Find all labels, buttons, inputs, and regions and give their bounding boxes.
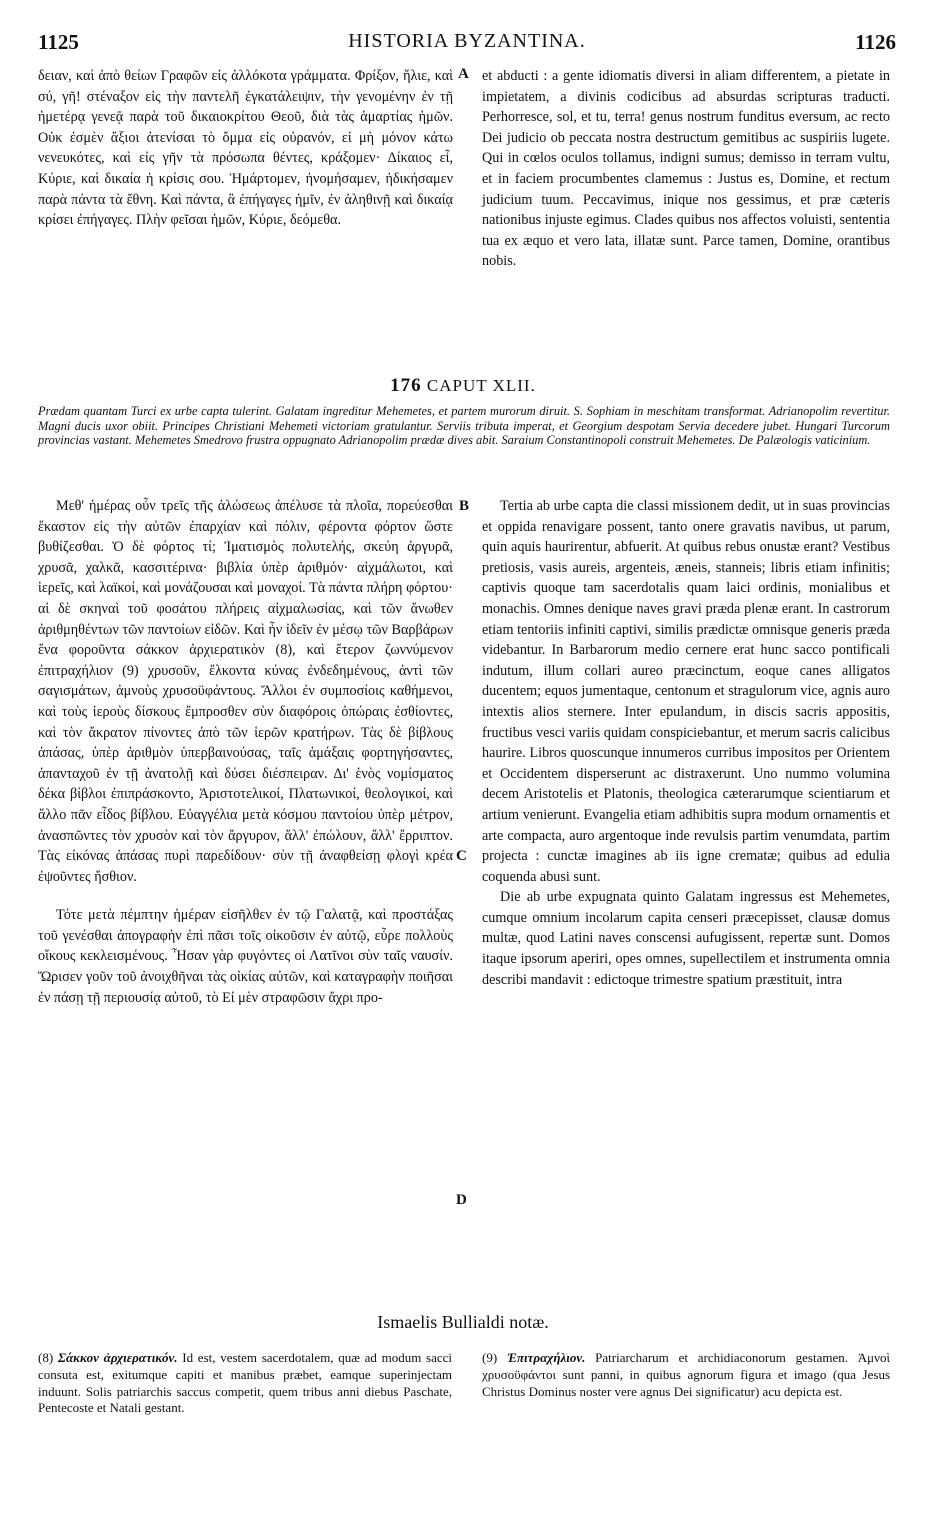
footnote-lemma: Σάκκον ἀρχιερατικόν. <box>57 1350 178 1365</box>
greek-main-column <box>38 496 453 1008</box>
greek-top-text: δειαν, καὶ ἀπὸ θείων Γραφῶν εἰς ἀλλόκοτα γράμματα. Φρίξον, ἥλιε, καὶ σύ, γῆ! στέναξον εἰς τὴν παντελῆ ἐγκατάλειψιν, τὴν γενομένην ἐν τῇ ἡμετέρᾳ γενεᾷ παρὰ τοῦ δικαιοκρίτου Θεοῦ, διὰ τὰς ἁμαρτίας ἡμῶν. Οὐκ ἐσμὲν ἄξιοι ἀτενίσαι τὸ ὄμμα εἰς οὐρανόν, εἰ μὴ μόνον κάτω νενευκότες, καὶ εἰς γῆν τὰ πρόσωπα θέντες, κράξομεν· Δίκαιος εἶ, Κύριε, καὶ δικαία ἡ κρίσις σου. Ἡμάρτομεν, ἠνομήσαμεν, ἠδικήσαμεν παρὰ πάντα τὰ ἔθνη. Καὶ πάντα, ἃ ἐπήγαγες ἡμῖν, ἐν ἀληθινῇ καὶ δικαίᾳ κρίσει ἐπήγαγες. Πλὴν φεῖσαι ἡμῶν, Κύριε, δεόμεθα. <box>38 68 453 229</box>
margin-marker-b: B <box>459 498 470 514</box>
greek-paragraph: Τότε μετὰ πέμπτην ἡμέραν εἰσῆλθεν ἐν τῷ Γαλατᾷ, καὶ προστάξας τοῦ γενέσθαι ἀπογραφὴν ἐπὶ πᾶσι τοῖς οἰκοῦσιν ἐν αὐτῷ, εὗρε πολλοὺς οἴκους κεκλεισμένους. Ἦσαν γὰρ φυγόντες οἱ Λατῖνοι σὺν ταῖς ναυσίν. Ὥρισεν γοῦν τοῦ ἀνοιχθῆναι τὰς οἰκίας αὐτῶν, καὶ καταγραφὴν ποιῆσαι ἐν πάσῃ τῇ περιουσίᾳ αὐτοῦ, τὸ Εἰ μὲν στραφῶσιν ἄχρι προ- <box>38 907 453 1006</box>
footnote-8 <box>38 1350 452 1417</box>
notes-title: Ismaelis Bullialdi notæ. <box>377 1312 549 1332</box>
page-number-right: 1126 <box>855 30 896 54</box>
footnote-text: Patriarcharum et archidiaconorum gestamen. Ἀμνοὶ χρυσοϋφάντοι sunt panni, in quibus agnorum figura et imago (qua Jesus Christus Dominus noster vere agnus Dei significatur) acu depicta est. <box>482 1350 890 1399</box>
margin-marker-d: D <box>456 1192 467 1208</box>
margin-marker-a: A <box>458 66 469 82</box>
margin-marker-c: C <box>456 848 467 864</box>
chapter-summary: Prædam quantam Turci ex urbe capta tulerint. Galatam ingreditur Mehemetes, et partem murorum diruit. S. Sophiam in meschitam transformat. Adrianopolim revertitur. Magni ducis uxor obiit. Principes Christiani Mehemeti victoriam gratulantur. Serviis tributa imperat, et Georgium despotam Servia decedere jubet. Hungari Turcorum provincias vastant. Mehemetes Smedrovo frustra oppugnato Adrianopolim prædæ dives abit. Saraium Constantinopoli construit Mehemetes. De Palæologis vaticinium. <box>38 404 890 448</box>
footnote-9 <box>482 1350 890 1400</box>
latin-top-column <box>482 66 890 272</box>
chapter-heading <box>0 375 926 397</box>
running-title: HISTORIA BYZANTINA. <box>348 30 586 52</box>
chapter-label: CAPUT XLII. <box>426 376 536 395</box>
footnote-text: Id est, vestem sacerdotalem, quæ ad modum sacci consuta est, exitumque capiti et manibus præbet, eamque superinjectam induunt. Solis patriarchis saccus competit, quem tribus anni diebus Paschate, Pentecoste et Natali gestant. <box>38 1350 453 1416</box>
page-number-left: 1125 <box>38 30 79 54</box>
greek-paragraph: Μεθ' ἡμέρας οὖν τρεῖς τῆς ἁλώσεως ἀπέλυσε τὰ πλοῖα, πορεύεσθαι ἕκαστον εἰς τὴν αὐτῶν ἐπαρχίαν καὶ πόλιν, φέροντα φόρτον ὥστε βυθίζεσθαι. Ὁ δὲ φόρτος τί; Ἱματισμὸς πολυτελής, σκεύη ἀργυρᾶ, χρυσᾶ, χαλκᾶ, κασσιτέρινα· βιβλία ὑπὲρ ἀριθμόν· αἰχμάλωτοι, καὶ ἱερεῖς, καὶ λαϊκοί, καὶ μονάζουσαι καὶ μοναχοί. Τὰ πάντα πλήρη φόρτου· αἱ δὲ σκηναὶ τοῦ φοσάτου πλήρεις αἰχμαλωσίας, καὶ τῶν ἄνωθεν ἀριθμηθέντων τῶν παντοίων εἰδῶν. Καὶ ἦν ἰδεῖν ἐν μέσῳ τῶν Βαρβάρων ἕνα φοροῦντα σάκκον ἀρχιερατικὸν (8), καὶ ἕτερον ζωννύμενον ἐπιτραχήλιον (9) χρυσοῦν, ἕλκοντα κύνας ἐνδεδημένους, ἀντὶ τῶν σαγισμάτων, ἀμνοὺς χρυσοϋφάντους. Ἄλλοι ἐν συμποσίοις καθήμενοι, καὶ τοὺς ἱεροὺς δίσκους ἔμπροσθεν σὺν διαφόροις ὀπώραις ἐσθίοντες, καὶ τὸν ἄκρατον πίνοντες ἀπὸ τῶν ἱερῶν κρατήρων. Τὰς δὲ βίβλους ἁπάσας, ὑπὲρ ἀριθμὸν ὑπερβαινούσας, ταῖς ἁμάξαις φορτηγήσαντες, ἁπανταχοῦ ἐν τῇ ἀνατολῇ καὶ δύσει διέσπειραν. Δι' ἑνὸς νομίσματος δέκα βίβλοι ἐπιπράσκοντο, Ἀριστοτελικοί, Πλατωνικοί, θεολογικοί, καὶ ἄλλο πᾶν εἶδος βίβλου. Εὐαγγέλια μετὰ κόσμου παντοίου ὑπὲρ μέτρον, ἀνασπῶντες τὸν χρυσὸν καὶ τὸν ἄργυρον, ἄλλ' ἐπώλουν, ἄλλ' ἔρριπτον. Τὰς εἰκόνας ἁπάσας πυρὶ παρεδίδουν· σὺν τῇ ἀναφθείσῃ φλογὶ κρέα ἐψοῦντες ἤσθιον. <box>38 498 453 885</box>
page-header <box>38 30 896 58</box>
latin-paragraph: Tertia ab urbe capta die classi missionem dedit, ut in suas provincias et oppida renavigare possent, tanto onere gravatis navibus, ut parum, quin aquis haurirentur, abfuerit. At quibus rebus onustæ erant? Vestibus pretiosis, vasis aureis, argenteis, æneis, stanneis; libris etiam infinitis; captivis quoque tam sacerdotalis quam laici ordinis, monialibus et monachis. Omnes denique naves gravi præda plenæ erant. In castrorum etiam tentoriis infiniti captivi, similis prædictæ omnisque generis præda videbantur. In Barbarorum medio cernere erat hunc sacco pontificali indutum, illum collari aureo præcinctum, eoque canes alligatos ducentem; equos jumentaque, centonum et stragulorum vice, agnis auro intextis alios sternere. Inter epulandum, in discis sacris appositis, fructibus vesci variis quidam conspiciebantur, et merum sacris calicibus haurire. Libros quoscunque innumeros curribus impositos per Orientem et Occidentem disperserunt ac distraxerunt. Uno nummo volumina decem Aristotelis et Platonis, theologica cæterarumque scientiarum et artium venierunt. Evangelia etiam adhibitis supra modum ornamentis et arte compacta, auro argentoque inde revulsis partim venumdata, partim projecta : cunctæ imagines ab iis igne crematæ; quibus ad edulia coquenda abusi sunt. <box>482 498 890 885</box>
footnote-number: (8) <box>38 1350 54 1365</box>
footnote-number: (9) <box>482 1350 498 1365</box>
greek-top-column <box>38 66 453 231</box>
footnote-lemma: Ἐπιτραχήλιον. <box>506 1350 586 1365</box>
chapter-number: 176 <box>390 375 422 396</box>
latin-top-text: et abducti : a gente idiomatis diversi in aliam differentem, a pietate in impietatem, a divinis codicibus ad absurdas scripturas traducti. Perhorresce, sol, et tu, terra! genus nostrum funditus eversum, ac recto Dei judicio ob peccata nostra destructum gemitibus ac suspiriis lugete. Qui in cœlos oculos tollamus, indigni sumus; demisso in terram vultu, et in faciem procumbentes clamemus : Justus es, Domine, et rectum judicium tuum. Peccavimus, inique nos gessimus, et præ cæteris nationibus injuste egimus. Clades quibus nos affectos voluisti, sententia tua ex æquo et vero lata, illatæ sunt. Parce tamen, Domine, orantibus nobis. <box>482 68 890 270</box>
latin-paragraph: Die ab urbe expugnata quinto Galatam ingressus est Mehemetes, cumque omnium incolarum capita censeri præcepisset, clausæ domus multæ, quod Latini naves conscensi aufugissent, repertæ sunt. Domos itaque ipsorum aperiri, opes omnes, supellectilem et instrumenta omnia describi mandavit : edictoque trimestre spatium præstituit, intra <box>482 889 890 988</box>
latin-main-column <box>482 496 890 990</box>
